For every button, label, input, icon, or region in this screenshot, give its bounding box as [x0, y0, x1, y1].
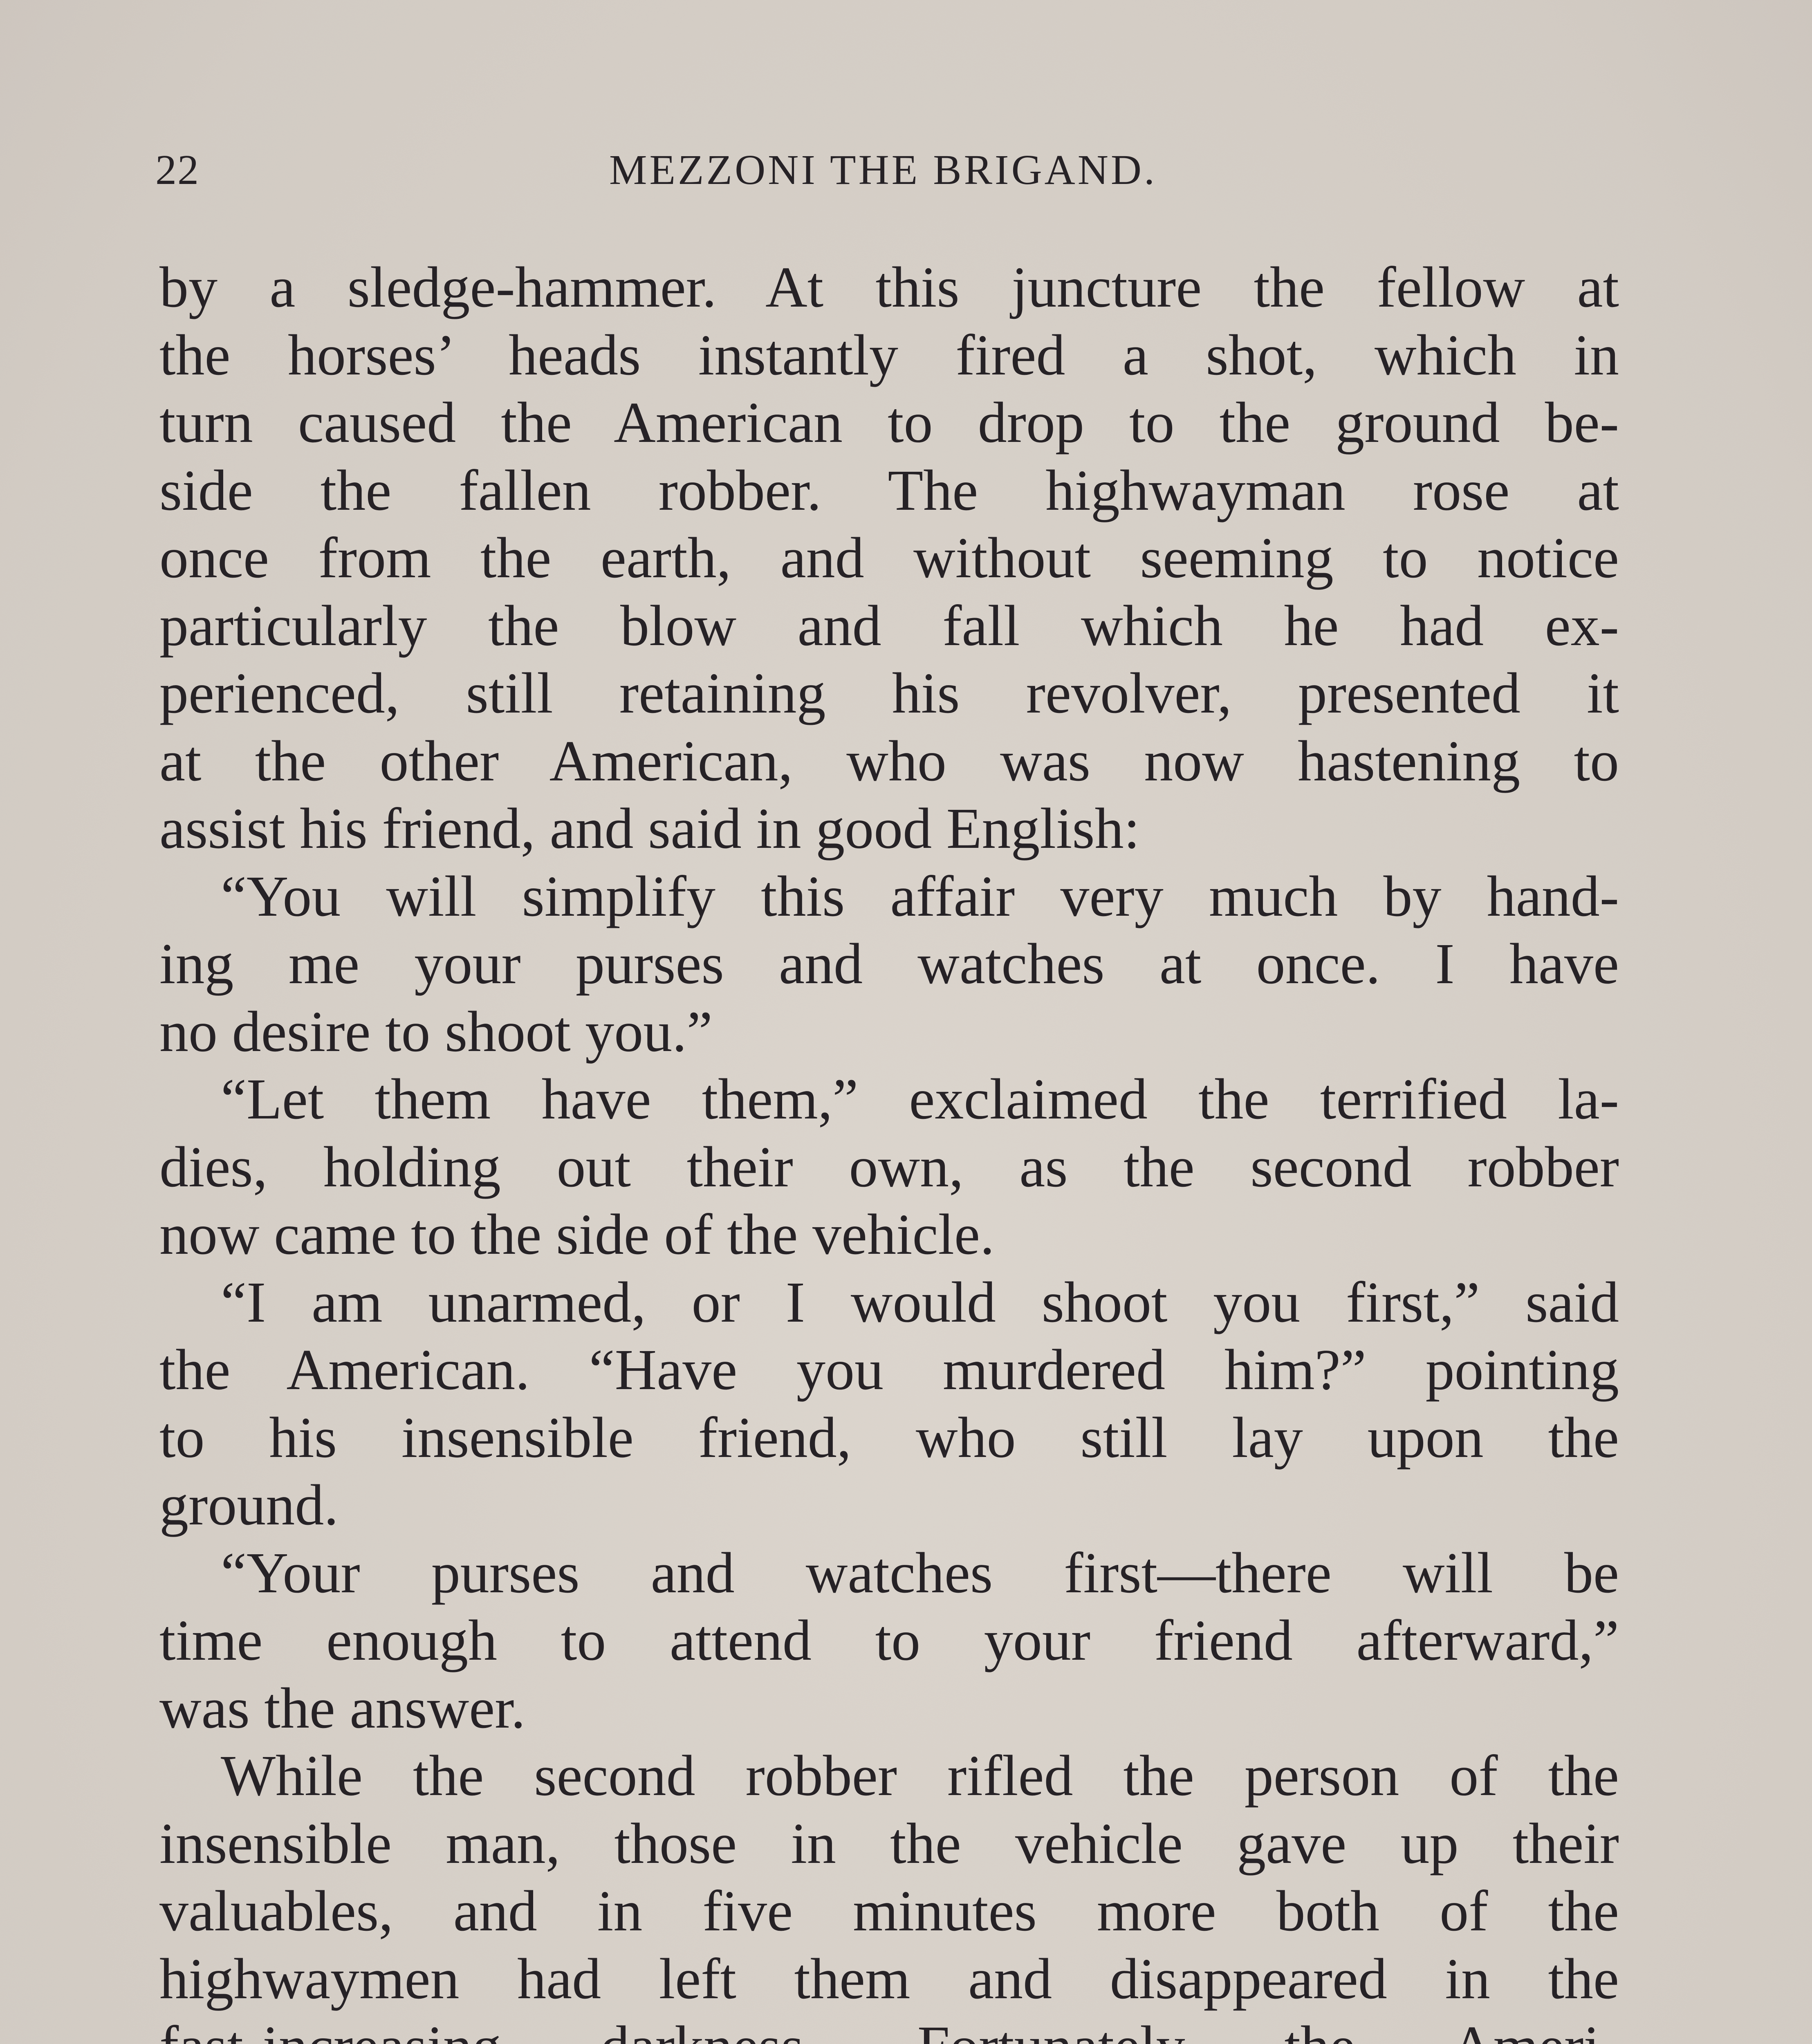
text-line: dies, holding out their own, as the second robber: [159, 1133, 1619, 1201]
text-line: once from the earth, and without seeming to notice: [159, 524, 1619, 592]
text-line: While the second robber rifled the person of the: [159, 1742, 1619, 1810]
running-title: MEZZONI THE BRIGAND.: [155, 146, 1611, 195]
text-line: by a sledge-hammer. At this juncture the fellow at: [159, 253, 1619, 321]
text-line: insensible man, those in the vehicle gave up their: [159, 1810, 1619, 1878]
text-line: at the other American, who was now hastening to: [159, 727, 1619, 795]
text-line: “I am unarmed, or I would shoot you first,” said: [159, 1269, 1619, 1336]
text-line: particularly the blow and fall which he had ex-: [159, 592, 1619, 660]
text-line: “Let them have them,” exclaimed the terrified la-: [159, 1065, 1619, 1133]
text-line: turn caused the American to drop to the ground be-: [159, 389, 1619, 457]
text-line: the American. “Have you murdered him?” pointing: [159, 1336, 1619, 1404]
text-line: now came to the side of the vehicle.: [159, 1201, 1619, 1269]
text-line: “Your purses and watches first—there will be: [159, 1539, 1619, 1607]
text-line: side the fallen robber. The highwayman rose at: [159, 457, 1619, 524]
text-line: ground.: [159, 1471, 1619, 1539]
text-line: time enough to attend to your friend afterward,”: [159, 1607, 1619, 1674]
text-line: assist his friend, and said in good English:: [159, 795, 1619, 863]
text-line: the horses’ heads instantly fired a shot, which in: [159, 321, 1619, 389]
text-line: was the answer.: [159, 1674, 1619, 1742]
page-number: 22: [155, 146, 200, 195]
text-line: to his insensible friend, who still lay upon the: [159, 1404, 1619, 1472]
text-line: ing me your purses and watches at once. I have: [159, 930, 1619, 998]
text-line: “You will simplify this affair very much by hand-: [159, 863, 1619, 930]
text-line: perienced, still retaining his revolver, presented it: [159, 659, 1619, 727]
text-line: highwaymen had left them and disappeared in the: [159, 1945, 1619, 2013]
text-line: valuables, and in five minutes more both of the: [159, 1877, 1619, 1945]
text-line: no desire to shoot you.”: [159, 998, 1619, 1066]
